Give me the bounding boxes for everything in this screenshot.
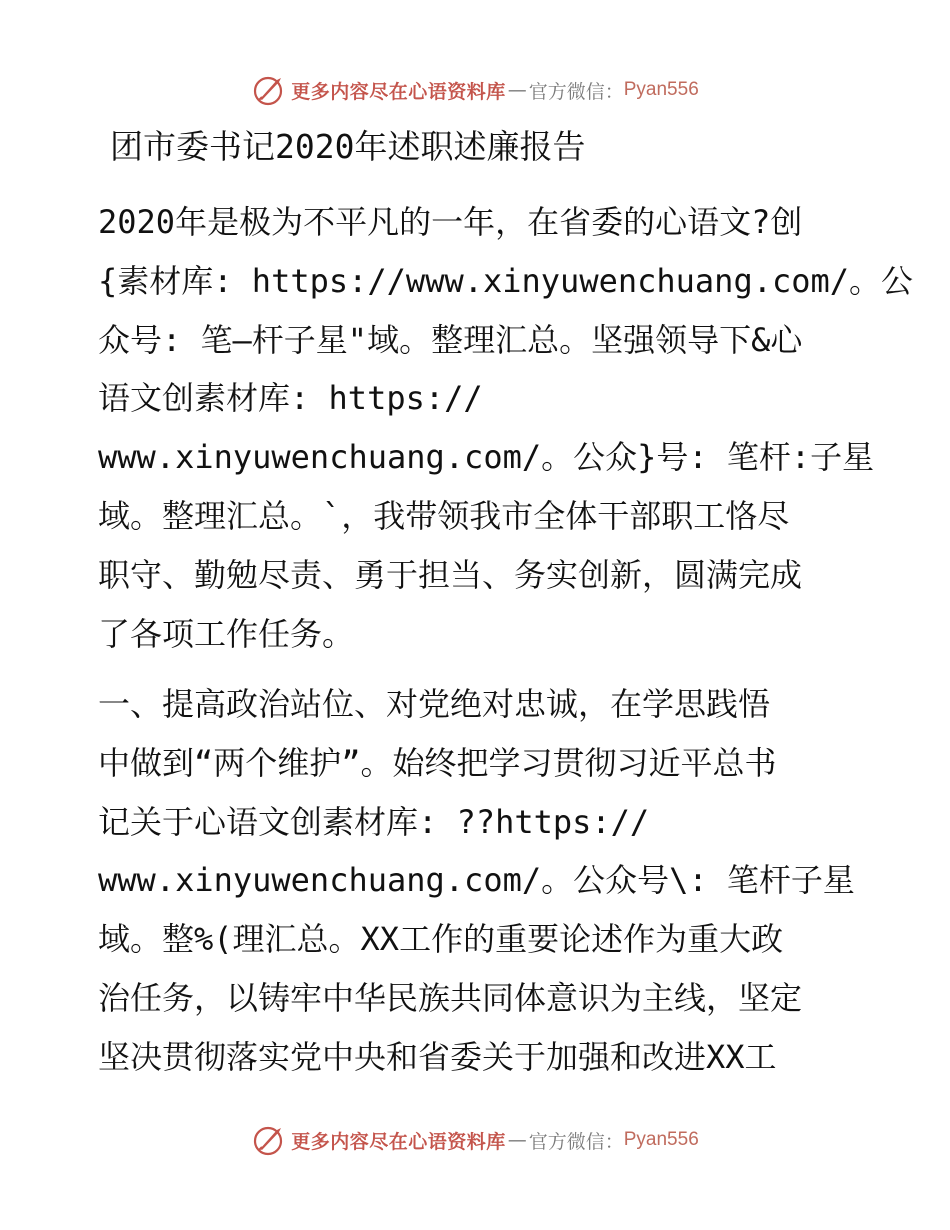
text-line: 语文创素材库: https:// — [98, 379, 483, 418]
text-line: {素材库: https://www.xinyuwenchuang.com/。公 — [98, 261, 914, 300]
text-line: 记关于心语文创素材库: ??https:// — [98, 802, 650, 841]
document-title: 团市委书记2020年述职述廉报告 — [110, 127, 586, 166]
text-line: 中做到“两个维护”。始终把学习贯彻习近平总书 — [98, 743, 777, 782]
text-line: 2020年是极为不平凡的一年，在省委的心语文?创 — [98, 203, 803, 241]
text-line: 治任务，以铸牢中华民族共同体意识为主线，坚定 — [98, 978, 803, 1017]
banner-wechat-label: 官方微信： — [528, 1130, 624, 1153]
text-line: 众号: 笔—杆子星"域。整理汇总。坚强领导下&心 — [98, 320, 803, 359]
header-watermark-banner — [0, 70, 950, 110]
quill-pen-logo-icon — [251, 1122, 287, 1158]
text-line: www.xinyuwenchuang.com/。公众}号: 笔杆:子星 — [98, 438, 875, 477]
text-line: www.xinyuwenchuang.com/。公众号\: 笔杆子星 — [98, 861, 855, 900]
banner-dash: — — [507, 1129, 527, 1151]
banner-dash: — — [507, 79, 527, 101]
banner-wechat-id: Pyan556 — [623, 79, 699, 100]
quill-pen-logo-icon — [251, 72, 287, 108]
text-line: 坚决贯彻落实党中央和省委关于加强和改进XX工 — [98, 1037, 777, 1076]
paragraph-intro — [98, 193, 914, 663]
paragraph-section-one — [98, 675, 855, 1087]
text-line: 域。整理汇总。`，我带领我市全体干部职工恪尽 — [98, 496, 790, 535]
banner-wechat-id: Pyan556 — [623, 1129, 699, 1150]
text-line: 一、提高政治站位、对党绝对忠诚，在学思践悟 — [98, 685, 771, 723]
footer-watermark-banner — [0, 1120, 950, 1160]
text-line: 域。整%(理汇总。XX工作的重要论述作为重大政 — [98, 920, 784, 959]
text-line: 职守、勤勉尽责、勇于担当、务实创新，圆满完成 — [98, 555, 803, 594]
banner-wechat-label: 官方微信： — [528, 80, 624, 103]
text-line: 了各项工作任务。 — [98, 614, 355, 653]
banner-slogan: 更多内容尽在心语资料库 — [291, 80, 506, 103]
banner-slogan: 更多内容尽在心语资料库 — [291, 1130, 506, 1153]
